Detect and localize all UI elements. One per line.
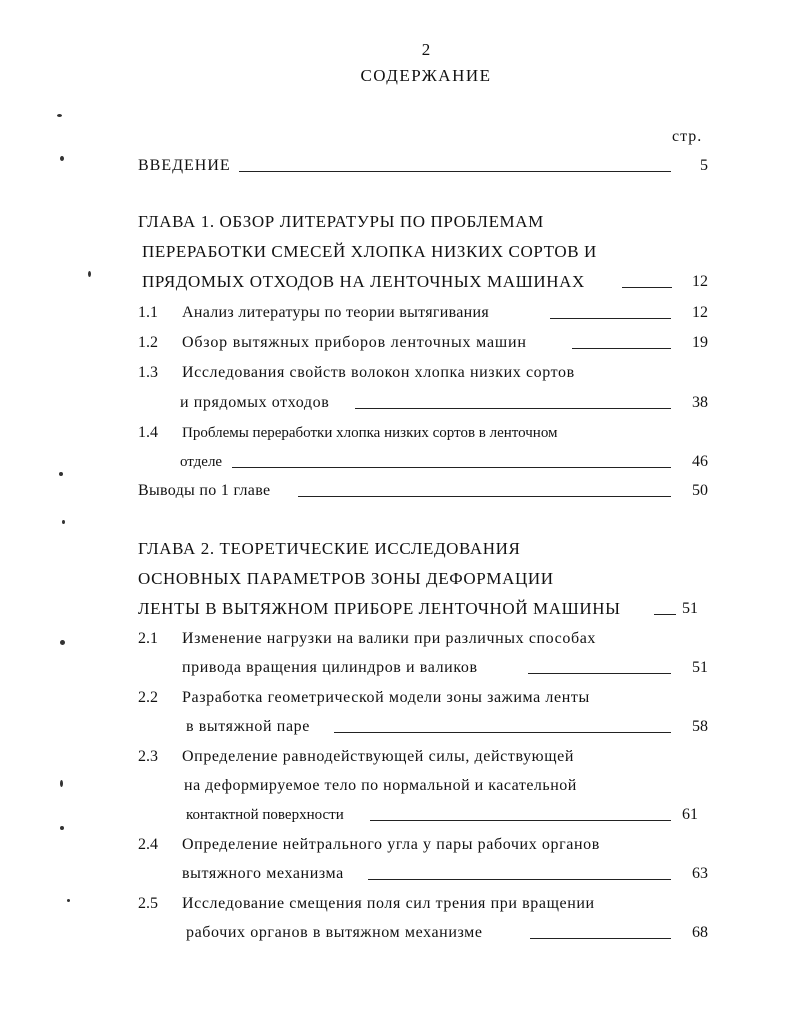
toc-page: 5 <box>700 157 708 174</box>
section-number: 2.1 <box>138 630 158 647</box>
section-title: Обзор вытяжных приборов ленточных машин <box>182 334 527 351</box>
section-number: 2.2 <box>138 689 158 706</box>
section-title-cont: привода вращения цилиндров и валиков <box>182 659 478 676</box>
section-title: Исследование смещения поля сил трения при вращении <box>182 895 595 912</box>
section-title: Анализ литературы по теории вытягивания <box>182 304 490 321</box>
section-number: 2.3 <box>138 748 158 765</box>
section-number: 1.3 <box>138 364 158 381</box>
page-column-label: стр. <box>672 128 703 145</box>
toc-leader <box>298 480 671 497</box>
section-title: Разработка геометрической модели зоны зажима ленты <box>182 689 590 706</box>
toc-entry-2-2-cont[interactable] <box>138 716 708 738</box>
toc-leader <box>530 922 671 939</box>
scan-speck <box>67 899 70 902</box>
toc-page: 58 <box>692 718 708 735</box>
toc-entry-2-3-cont-1[interactable] <box>138 775 708 797</box>
toc-entry-1-3-cont[interactable] <box>138 392 708 414</box>
page-number: 2 <box>421 40 431 59</box>
toc-entry-chapter-2[interactable] <box>138 598 708 620</box>
toc-page: 50 <box>692 482 708 499</box>
toc-page: 63 <box>692 865 708 882</box>
toc-leader <box>572 332 671 349</box>
toc-entry-2-4-cont[interactable] <box>138 863 708 885</box>
scan-speck <box>60 156 64 161</box>
section-title-cont: контактной поверхности <box>186 807 344 823</box>
toc-entry-2-5-cont[interactable] <box>138 922 708 944</box>
toc-entry-2-5[interactable] <box>138 893 708 915</box>
scan-speck <box>60 640 65 645</box>
toc-entry-conclusions-1[interactable] <box>138 480 708 502</box>
section-number: 1.4 <box>138 424 158 441</box>
section-number: 2.5 <box>138 895 158 912</box>
toc-leader <box>368 863 671 880</box>
section-title: Определение нейтрального угла у пары рабочих органов <box>182 836 600 853</box>
toc-leader <box>239 155 671 172</box>
toc-page: 61 <box>682 806 698 823</box>
toc-entry-1-3[interactable] <box>138 362 708 384</box>
chapter-2-title-line-3: ЛЕНТЫ В ВЫТЯЖНОМ ПРИБОРЕ ЛЕНТОЧНОЙ МАШИНЫ <box>138 599 621 618</box>
toc-leader <box>334 716 671 733</box>
scan-speck <box>59 472 63 476</box>
section-number: 1.1 <box>138 304 158 321</box>
section-title: Проблемы переработки хлопка низких сортов в ленточном <box>182 425 558 441</box>
chapter-1-title-line-3: ПРЯДОМЫХ ОТХОДОВ НА ЛЕНТОЧНЫХ МАШИНАХ <box>142 272 585 291</box>
toc-entry-chapter-1[interactable] <box>142 271 708 293</box>
toc-entry-1-4[interactable] <box>138 422 708 444</box>
toc-entry-2-4[interactable] <box>138 834 708 856</box>
scan-speck <box>62 520 65 524</box>
toc-leader <box>622 271 672 288</box>
toc-page: 12 <box>692 273 708 290</box>
toc-page: 51 <box>692 659 708 676</box>
toc-leader <box>370 804 671 821</box>
toc-leader <box>232 451 671 468</box>
scan-speck <box>88 271 91 277</box>
toc-leader <box>355 392 671 409</box>
toc-entry-label: Выводы по 1 главе <box>138 482 271 499</box>
section-title: Исследования свойств волокон хлопка низких сортов <box>182 364 575 381</box>
toc-leader <box>528 657 671 674</box>
toc-page: 46 <box>692 453 708 470</box>
scan-speck <box>60 780 63 787</box>
toc-entry-label: ВВЕДЕНИЕ <box>138 157 231 174</box>
toc-page: 68 <box>692 924 708 941</box>
toc-leader <box>550 302 671 319</box>
section-title: Изменение нагрузки на валики при различных способах <box>182 630 597 647</box>
toc-entry-1-1[interactable] <box>138 302 708 324</box>
toc-entry-1-2[interactable] <box>138 332 708 354</box>
toc-entry-2-2[interactable] <box>138 687 708 709</box>
section-number: 1.2 <box>138 334 158 351</box>
toc-entry-2-1-cont[interactable] <box>138 657 708 679</box>
section-title-cont: в вытяжной паре <box>186 718 310 735</box>
chapter-1-title-line-1[interactable]: ГЛАВА 1. ОБЗОР ЛИТЕРАТУРЫ ПО ПРОБЛЕМАМ <box>138 212 544 231</box>
section-title-cont: отделе <box>180 454 223 470</box>
scan-speck <box>60 826 64 830</box>
toc-entry-2-3[interactable] <box>138 746 708 768</box>
section-title-cont: и прядомых отходов <box>180 394 330 411</box>
chapter-2-title-line-2[interactable]: ОСНОВНЫХ ПАРАМЕТРОВ ЗОНЫ ДЕФОРМАЦИИ <box>138 569 554 588</box>
chapter-2-title-line-1[interactable]: ГЛАВА 2. ТЕОРЕТИЧЕСКИЕ ИССЛЕДОВАНИЯ <box>138 539 521 558</box>
scan-speck <box>57 114 62 117</box>
toc-entry-2-3-cont-2[interactable] <box>138 804 708 826</box>
section-number: 2.4 <box>138 836 158 853</box>
toc-entry-2-1[interactable] <box>138 628 708 650</box>
section-title-cont: на деформируемое тело по нормальной и касательной <box>184 777 577 794</box>
toc-page: 38 <box>692 394 708 411</box>
chapter-1-title-line-2[interactable]: ПЕРЕРАБОТКИ СМЕСЕЙ ХЛОПКА НИЗКИХ СОРТОВ И <box>142 242 597 261</box>
toc-page: 51 <box>682 600 698 617</box>
toc-entry-1-4-cont[interactable] <box>138 451 708 473</box>
page-title: СОДЕРЖАНИЕ <box>360 66 492 85</box>
section-title-cont: вытяжного механизма <box>182 865 344 882</box>
toc-entry-intro[interactable] <box>138 155 708 177</box>
toc-page: 19 <box>692 334 708 351</box>
section-title-cont: рабочих органов в вытяжном механизме <box>186 924 483 941</box>
section-title: Определение равнодействующей силы, действующей <box>182 748 575 765</box>
toc-page: 12 <box>692 304 708 321</box>
